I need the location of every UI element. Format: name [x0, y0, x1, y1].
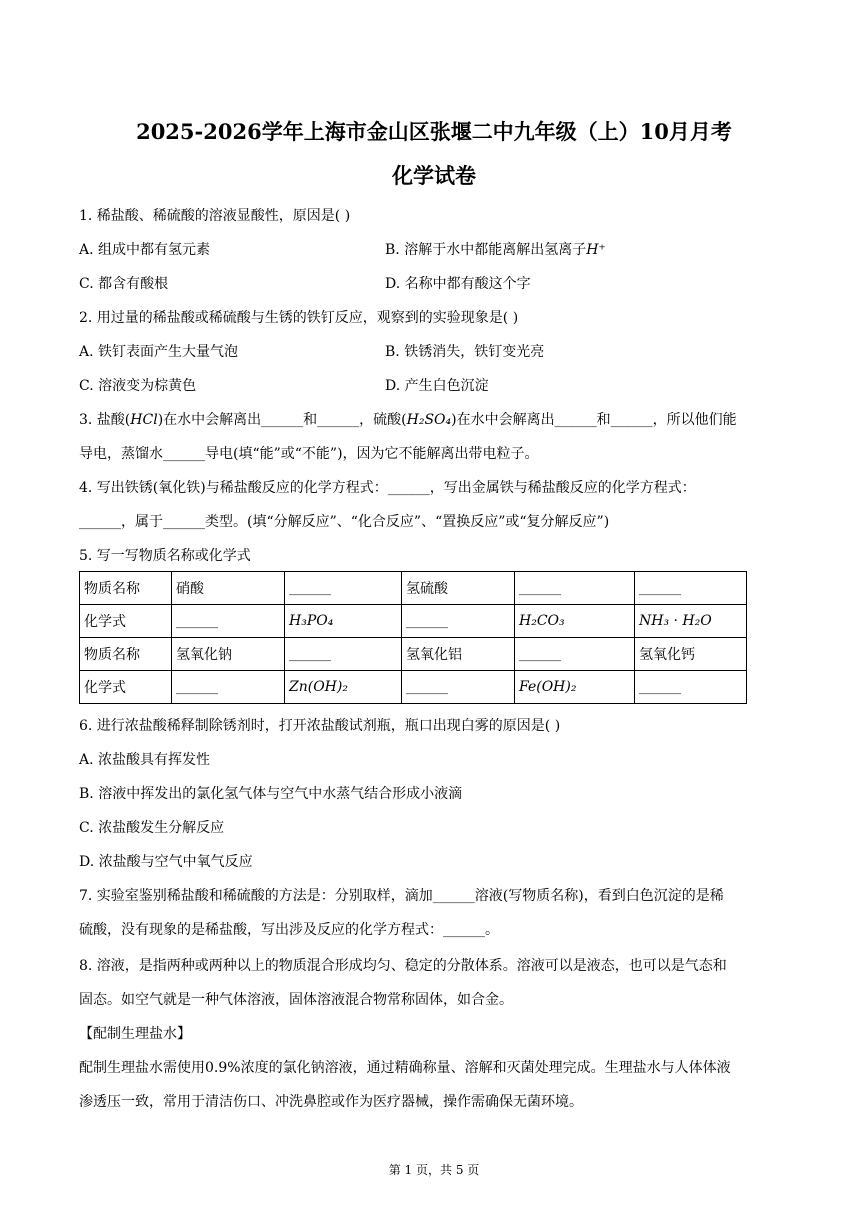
q2-option-c: C. 溶液变为棕黄色	[79, 378, 197, 394]
q2-stem: 2. 用过量的稀盐酸或稀硫酸与生锈的铁钉反应，观察到的实验现象是( )	[79, 310, 519, 326]
table-cell: ______	[515, 638, 635, 671]
table-cell: 氢氧化钙	[635, 638, 747, 671]
table-cell: 物质名称	[80, 638, 172, 671]
q7-line-1: 7. 实验室鉴别稀盐酸和稀硫酸的方法是：分别取样，滴加______溶液(写物质名称)，看到白色沉淀的是稀	[79, 888, 724, 904]
q6-option-c: C. 浓盐酸发生分解反应	[79, 820, 225, 836]
table-cell: Fe(OH)₂	[515, 671, 635, 704]
q1-option-b-text: B. 溶解于水中都能离解出氢离子	[385, 242, 587, 258]
q6-option-d: D. 浓盐酸与空气中氧气反应	[79, 854, 253, 870]
exam-title: 2025-2026学年上海市金山区张堰二中九年级（上）10月月考	[136, 119, 732, 144]
table-row	[80, 572, 747, 605]
q2-option-d: D. 产生白色沉淀	[385, 378, 489, 394]
q3-hcl-formula: HCl	[130, 412, 158, 428]
q3-line-1	[79, 409, 737, 429]
q7-line-2: 硫酸，没有现象的是稀盐酸，写出涉及反应的化学方程式：______。	[79, 922, 499, 938]
q3-text-a: 3. 盐酸(	[79, 412, 131, 428]
table-cell: 氢硫酸	[402, 572, 515, 605]
table-cell: ______	[402, 671, 515, 704]
q3-text-b: )在水中会解离出______和______，硫酸(	[157, 412, 407, 428]
q8-line-2: 固态。如空气就是一种气体溶液，固体溶液混合物常称固体，如合金。	[79, 992, 513, 1008]
table-cell: 物质名称	[80, 572, 172, 605]
table-cell: H₂CO₃	[515, 605, 635, 638]
table-cell: ______	[285, 572, 402, 605]
q2-option-b: B. 铁锈消失，铁钉变光亮	[385, 344, 545, 360]
table-cell: H₃PO₄	[285, 605, 402, 638]
table-row	[80, 638, 747, 671]
q3-text-c: )在水中会解离出______和______，所以他们能	[451, 412, 737, 428]
q3-h2so4-formula: H₂SO₄	[406, 412, 452, 428]
q1-option-b-ion: H⁺	[586, 242, 606, 258]
table-cell: ______	[172, 671, 285, 704]
table-cell: ______	[515, 572, 635, 605]
q1-option-a: A. 组成中都有氢元素	[79, 242, 211, 258]
table-cell: ______	[172, 605, 285, 638]
table-cell: ______	[402, 605, 515, 638]
table-cell: 氢氧化钠	[172, 638, 285, 671]
table-cell: 化学式	[80, 605, 172, 638]
q3-line-2: 导电，蒸馏水______导电(填“能”或“不能”)，因为它不能解离出带电粒子。	[79, 446, 539, 462]
q8-paragraph-line-2: 渗透压一致，常用于清洁伤口、冲洗鼻腔或作为医疗器械，操作需确保无菌环境。	[79, 1094, 583, 1110]
q5-table	[79, 571, 747, 704]
q4-line-1: 4. 写出铁锈(氧化铁)与稀盐酸反应的化学方程式：______，写出金属铁与稀盐酸反应的化学方程式：	[79, 480, 696, 496]
q6-stem: 6. 进行浓盐酸稀释制除锈剂时，打开浓盐酸试剂瓶，瓶口出现白雾的原因是( )	[79, 718, 561, 734]
table-row	[80, 671, 747, 704]
q1-option-b	[385, 239, 606, 259]
table-cell: 硝酸	[172, 572, 285, 605]
q1-option-c: C. 都含有酸根	[79, 276, 169, 292]
q5-stem: 5. 写一写物质名称或化学式	[79, 548, 251, 564]
q8-paragraph-line-1: 配制生理盐水需使用0.9%浓度的氯化钠溶液，通过精确称量、溶解和灭菌处理完成。生理盐水与人体体液	[79, 1060, 731, 1076]
q8-line-1: 8. 溶液，是指两种或两种以上的物质混合形成均匀、稳定的分散体系。溶液可以是液态，也可以是气态和	[79, 958, 727, 974]
table-cell: ______	[635, 671, 747, 704]
q4-line-2: ______，属于______类型。(填“分解反应”、“化合反应”、“置换反应”或“复分解反应”)	[79, 514, 610, 530]
table-cell: 化学式	[80, 671, 172, 704]
table-cell: 氢氧化铝	[402, 638, 515, 671]
q6-option-b: B. 溶液中挥发出的氯化氢气体与空气中水蒸气结合形成小液滴	[79, 786, 463, 802]
table-row	[80, 605, 747, 638]
table-cell: ______	[285, 638, 402, 671]
table-cell: NH₃ · H₂O	[635, 605, 747, 638]
q1-option-d: D. 名称中都有酸这个字	[385, 276, 531, 292]
table-cell: ______	[635, 572, 747, 605]
q6-option-a: A. 浓盐酸具有挥发性	[79, 752, 211, 768]
q2-option-a: A. 铁钉表面产生大量气泡	[79, 344, 239, 360]
q8-section-heading: 【配制生理盐水】	[79, 1026, 191, 1042]
page-footer: 第 1 页，共 5 页	[388, 1163, 480, 1177]
exam-subtitle: 化学试卷	[392, 163, 476, 188]
table-cell: Zn(OH)₂	[285, 671, 402, 704]
q1-stem: 1. 稀盐酸、稀硫酸的溶液显酸性，原因是( )	[79, 208, 351, 224]
